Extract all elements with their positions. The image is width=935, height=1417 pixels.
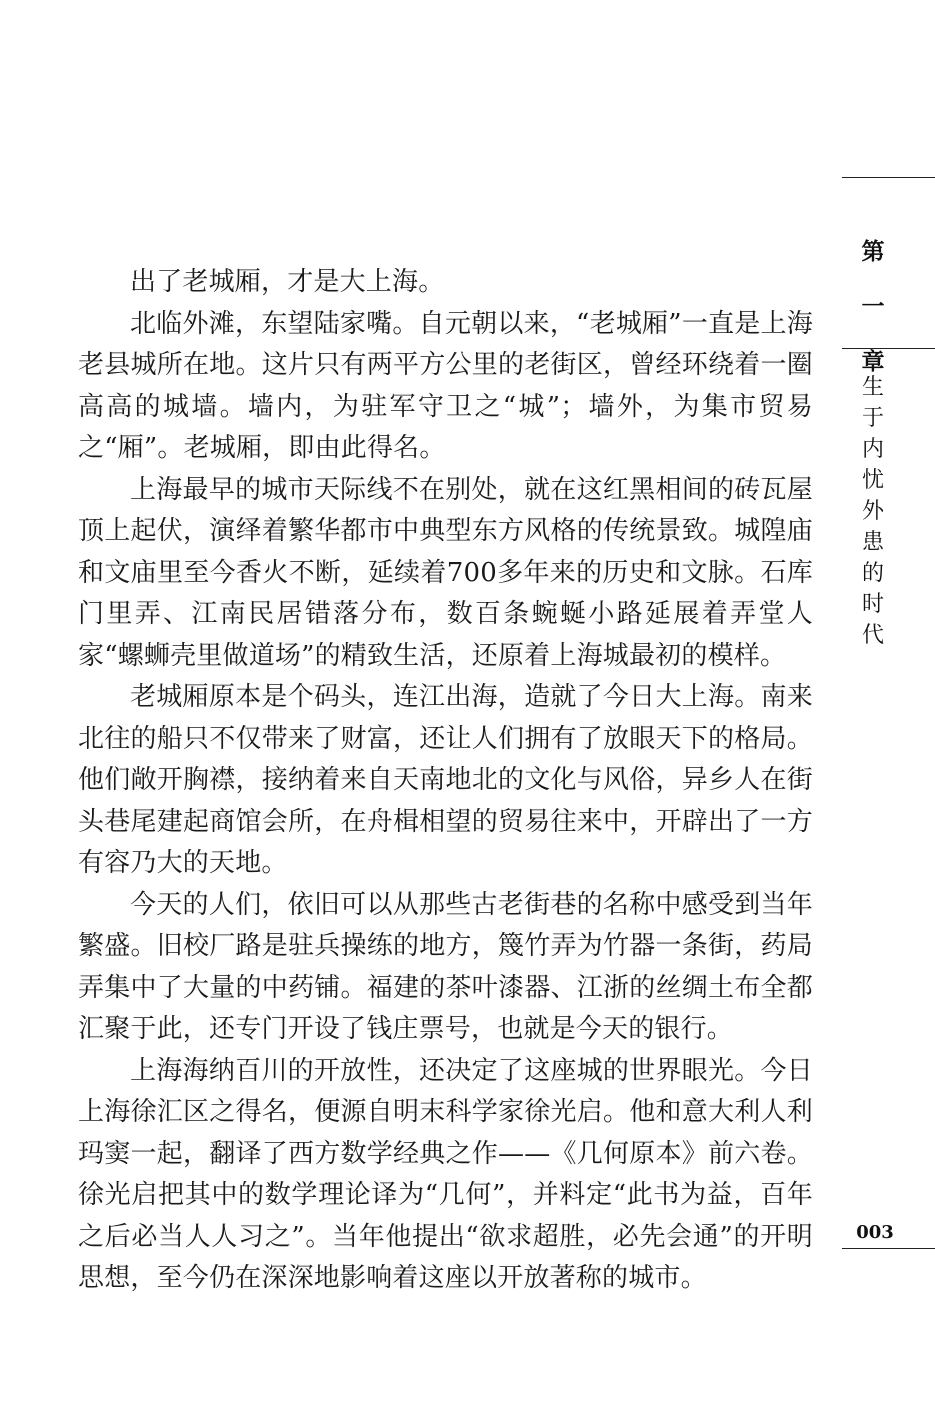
chapter-number: 第 一 章	[861, 239, 885, 375]
paragraph-2: 北临外滩，东望陆家嘴。自元朝以来，“老城厢”一直是上海老县城所在地。这片只有两平方公里的老街区，曾经环绕着一圈高高的城墙。墙内，为驻军守卫之“城”；墙外，为集市贸易之“厢”。老城厢，即由此得名。	[78, 308, 813, 463]
paragraph-3: 上海最早的城市天际线不在别处，就在这红黑相间的砖瓦屋顶上起伏，演绎着繁华都市中典型东方风格的传统景致。城隍庙和文庙里至今香火不断，延续着700多年来的历史和文脉。石库门里弄、江南民居错落分布，数百条蜿蜒小路延展着弄堂人家“螺蛳壳里做道场”的精致生活，还原着上海城最初的模样。	[78, 474, 813, 671]
page-number: 003	[856, 1222, 894, 1243]
paragraph-4: 老城厢原本是个码头，连江出海，造就了今日大上海。南来北往的船只不仅带来了财富，还让人们拥有了放眼天下的格局。他们敞开胸襟，接纳着来自天南地北的文化与风俗，异乡人在街头巷尾建起商馆会所，在舟楫相望的贸易往来中，开辟出了一方有容乃大的天地。	[78, 682, 813, 878]
body-text	[78, 262, 813, 1300]
paragraph-5: 今天的人们，依旧可以从那些古老街巷的名称中感受到当年繁盛。旧校厂路是驻兵操练的地方，篾竹弄为竹器一条街，药局弄集中了大量的中药铺。福建的茶叶漆器、江浙的丝绸土布全都汇聚于此，还专门开设了钱庄票号，也就是今天的银行。	[78, 889, 813, 1044]
sidebar-top-rule	[842, 177, 935, 178]
paragraph-6: 上海海纳百川的开放性，还决定了这座城的世界眼光。今日上海徐汇区之得名，便源自明末科学家徐光启。他和意大利人利玛窦一起，翻译了西方数学经典之作——《几何原本》前六卷。徐光启把其中的数学理论译为“几何”，并料定“此书为益，百年之后必当人人习之”。当年他提出“欲求超胜，必先会通”的开明思想，至今仍在深深地影响着这座以开放著称的城市。	[78, 1055, 813, 1293]
sidebar-bottom-rule	[842, 1248, 935, 1249]
chapter-title: 生 于 内 忧 外 患 的 时 代	[861, 375, 884, 648]
paragraph-1: 出了老城厢，才是大上海。	[130, 267, 445, 297]
